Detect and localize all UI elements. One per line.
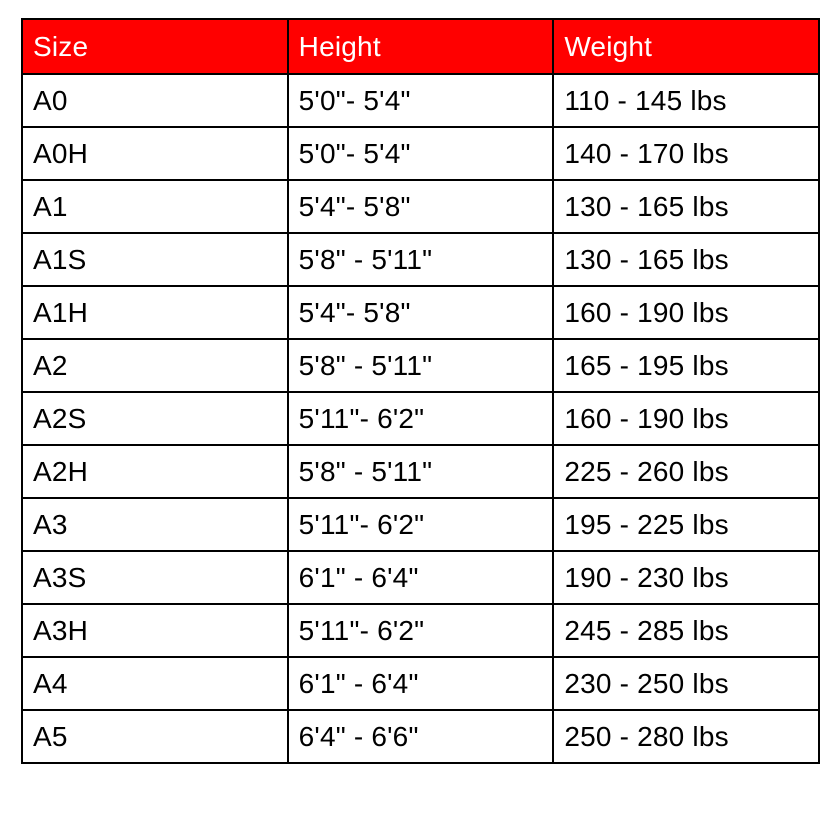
- weight-cell: 165 - 195 lbs: [553, 339, 819, 392]
- table-row: [22, 657, 819, 710]
- size-cell: A2H: [22, 445, 288, 498]
- column-header-size: Size: [22, 19, 288, 74]
- header-row: [22, 19, 819, 74]
- table-row: [22, 286, 819, 339]
- height-cell: 5'11"- 6'2": [288, 604, 554, 657]
- size-cell: A1H: [22, 286, 288, 339]
- height-cell: 5'11"- 6'2": [288, 392, 554, 445]
- weight-cell: 160 - 190 lbs: [553, 392, 819, 445]
- table-row: [22, 127, 819, 180]
- size-cell: A0H: [22, 127, 288, 180]
- size-cell: A5: [22, 710, 288, 763]
- column-header-height: Height: [288, 19, 554, 74]
- height-cell: 5'8" - 5'11": [288, 339, 554, 392]
- table-row: [22, 445, 819, 498]
- column-header-weight: Weight: [553, 19, 819, 74]
- weight-cell: 130 - 165 lbs: [553, 233, 819, 286]
- weight-cell: 110 - 145 lbs: [553, 74, 819, 127]
- height-cell: 5'4"- 5'8": [288, 286, 554, 339]
- weight-cell: 250 - 280 lbs: [553, 710, 819, 763]
- table-row: [22, 392, 819, 445]
- height-cell: 6'1" - 6'4": [288, 657, 554, 710]
- size-cell: A3: [22, 498, 288, 551]
- size-cell: A3S: [22, 551, 288, 604]
- table-row: [22, 604, 819, 657]
- weight-cell: 225 - 260 lbs: [553, 445, 819, 498]
- weight-cell: 230 - 250 lbs: [553, 657, 819, 710]
- table-row: [22, 551, 819, 604]
- size-cell: A1: [22, 180, 288, 233]
- size-chart-table: [21, 18, 820, 764]
- table-row: [22, 233, 819, 286]
- height-cell: 6'1" - 6'4": [288, 551, 554, 604]
- size-chart-header: [22, 19, 819, 74]
- table-row: [22, 710, 819, 763]
- height-cell: 5'0"- 5'4": [288, 127, 554, 180]
- height-cell: 5'8" - 5'11": [288, 233, 554, 286]
- table-row: [22, 74, 819, 127]
- size-cell: A0: [22, 74, 288, 127]
- height-cell: 5'0"- 5'4": [288, 74, 554, 127]
- weight-cell: 140 - 170 lbs: [553, 127, 819, 180]
- size-cell: A4: [22, 657, 288, 710]
- weight-cell: 190 - 230 lbs: [553, 551, 819, 604]
- table-row: [22, 339, 819, 392]
- size-cell: A3H: [22, 604, 288, 657]
- height-cell: 5'8" - 5'11": [288, 445, 554, 498]
- weight-cell: 245 - 285 lbs: [553, 604, 819, 657]
- weight-cell: 130 - 165 lbs: [553, 180, 819, 233]
- table-row: [22, 180, 819, 233]
- height-cell: 5'11"- 6'2": [288, 498, 554, 551]
- height-cell: 6'4" - 6'6": [288, 710, 554, 763]
- weight-cell: 160 - 190 lbs: [553, 286, 819, 339]
- weight-cell: 195 - 225 lbs: [553, 498, 819, 551]
- size-cell: A1S: [22, 233, 288, 286]
- height-cell: 5'4"- 5'8": [288, 180, 554, 233]
- table-row: [22, 498, 819, 551]
- size-chart-body: [22, 74, 819, 763]
- size-cell: A2S: [22, 392, 288, 445]
- size-cell: A2: [22, 339, 288, 392]
